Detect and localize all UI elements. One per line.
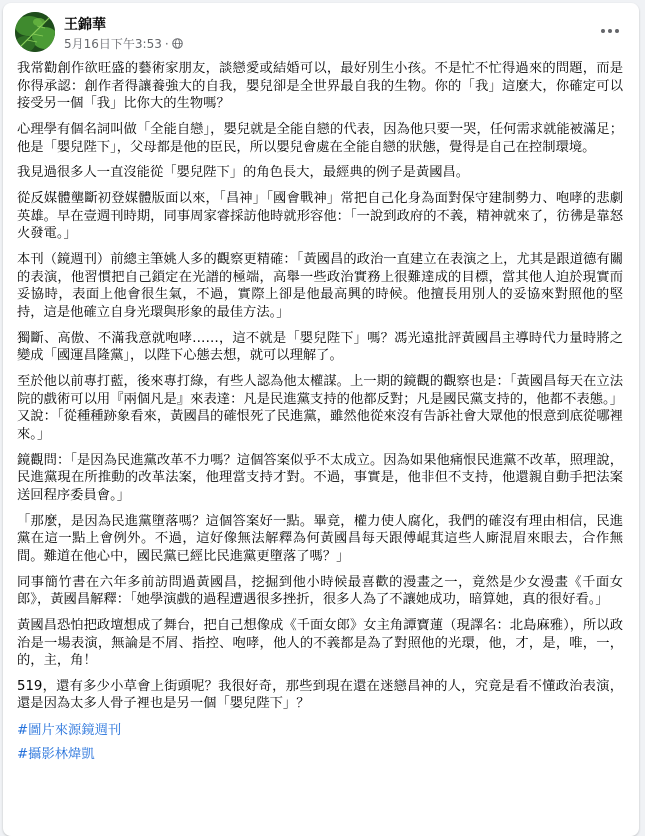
post-paragraph: 我見過很多人一直沒能從「嬰兒陛下」的角色長大，最經典的例子是黃國昌。 xyxy=(17,165,470,181)
post-paragraph: 從反媒體壟斷初登媒體版面以來，「昌神」「國會戰神」常把自己化身為面對保守建制勢力、咆哮的悲劇英雄。早在壹週刊時期，同事周家睿採訪他時就形容他：「一說到政府的不義，精神就來了，彷彿是靠怒火發電。」 xyxy=(17,191,623,242)
post-paragraph: 鏡觀問：「是因為民進黨改革不力嗎？這個答案似乎不太成立。因為如果他痛恨民進黨不改革，照理說，民進黨現在所推動的改革法案，他理當支持才對。不過，事實是，他非但不支持，他還親自動手把法案送回程序委員會。」 xyxy=(17,452,623,503)
globe-icon xyxy=(172,38,183,49)
more-options-icon xyxy=(600,28,620,34)
more-options-button[interactable] xyxy=(595,16,625,46)
post-card xyxy=(3,3,639,836)
post-paragraph: 獨斷、高傲、不滿我意就咆哮……，這不就是「嬰兒陛下」嗎？馮光遠批評黃國昌主導時代力量時將之變成「國運昌隆黨」，以陛下心態去想，就可以理解了。 xyxy=(17,330,623,364)
post-paragraph: 黃國昌恐怕把政壇想成了舞台，把自己想像成《千面女郎》女主角譚寶蓮（現譯名：北島麻雅），所以政治是一場表演，無論是不屑、指控、咆哮，他人的不義都是為了對照他的光環，他，才，是，唯，一，的，主，角！ xyxy=(17,617,623,669)
hashtag-link[interactable]: #攝影林煒凱 xyxy=(17,747,95,763)
post-header xyxy=(15,12,625,56)
post-paragraph: 心理學有個名詞叫做「全能自戀」，嬰兒就是全能自戀的代表，因為他只要一哭，任何需求就能被滿足；他是「嬰兒陛下」，父母都是他的臣民，所以嬰兒會處在全能自戀的狀態，覺得是自己在控制環境。 xyxy=(17,121,623,155)
hashtag-link[interactable]: #圖片來源鏡週刊 xyxy=(17,723,122,739)
post-paragraph: 至於他以前專打藍，後來專打綠，有些人認為他太權謀。上一期的鏡觀的觀察也是：「黃國昌每天在立法院的戲術可以用『兩個凡是』來表達：凡是民進黨支持的他都反對；凡是國民黨支持的，他都不表態。」又說：「從種種跡象看來，黃國昌的確恨死了民進黨，雖然他從來沒有告訴社會大眾他的恨意到底從哪裡來。」 xyxy=(17,374,623,442)
post-paragraph: 我常勸創作欲旺盛的藝術家朋友，談戀愛或結婚可以，最好別生小孩。不是忙不忙得過來的問題，而是你得承認：創作者得讓養強大的自我，嬰兒卻是全世界最自我的生物。你的「我」這麼大，你確定可以接受另一個「我」比你大的生物嗎？ xyxy=(17,61,623,112)
author-name[interactable]: 王錦華 xyxy=(64,17,106,33)
leaf-avatar-icon xyxy=(15,12,55,52)
post-paragraph: 「那麼，是因為民進黨墮落嗎？這個答案好一點。畢竟，權力使人腐化，我們的確沒有理由相信，民進黨在這一點上會例外。不過，這好像無法解釋為何黃國昌每天跟傅崐萁這些人廝混眉來眼去，合作無間。難道在他心中，國民黨已經比民進黨更墮落了嗎？」 xyxy=(17,513,623,564)
post-paragraph: 519，還有多少小草會上街頭呢？我很好奇，那些到現在還在迷戀昌神的人，究竟是看不懂政治表演，還是因為太多人骨子裡也是另一個「嬰兒陛下」？ xyxy=(17,678,623,712)
meta-separator: · xyxy=(164,36,169,51)
post-paragraph: 同事簡竹書在六年多前訪問過黃國昌，挖掘到他小時候最喜歡的漫畫之一，竟然是少女漫畫《千面女郎》，黃國昌解釋：「她學演戲的過程遭遇很多挫折，很多人為了不讓她成功，暗算她，真的很好看。」 xyxy=(17,574,623,608)
avatar[interactable] xyxy=(15,12,55,52)
post-meta xyxy=(64,35,183,52)
post-paragraph: 本刊（鏡週刊）前總主筆姚人多的觀察更精確：「黃國昌的政治一直建立在表演之上，尤其是跟道德有關的表演，他習慣把自己鎖定在光譜的極端，高舉一些政治實務上很難達成的目標，當其他人迫於現實而妥協時，表面上他會很生氣，不過，實際上卻是他最高興的時候。他擅長用別人的妥協來對照他的堅持，這是他確立自身光環與形象的最佳方法。」 xyxy=(17,252,623,320)
post-body xyxy=(17,60,623,769)
post-timestamp[interactable]: 5月16日下午3:53 xyxy=(64,37,162,51)
